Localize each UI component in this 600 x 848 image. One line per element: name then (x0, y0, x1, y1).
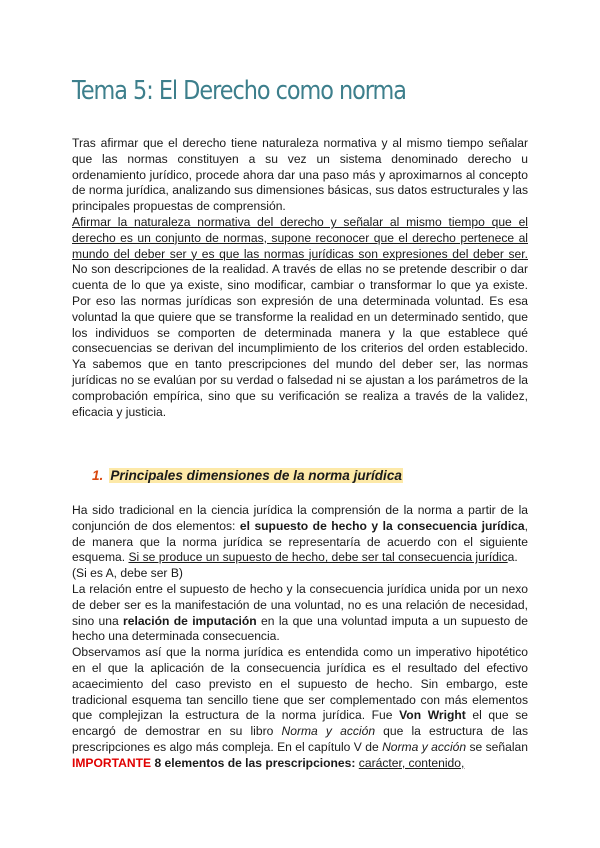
section-paragraph-3: La relación entre el supuesto de hecho y la consecuencia jurídica unida por un nexo de deber ser es la manifestación de una voluntad, no es una relación de necesidad, sino una relación de imputación en la que una voluntad imputa a un supuesto de hecho una determinada consecuencia. (72, 581, 528, 644)
section-paragraph-1: Ha sido tradicional en la ciencia jurídica la comprensión de la norma a partir de la conjunción de dos elementos: el supuesto de hecho y la consecuencia jurídica, de manera que la norma jurídica se representaría de acuerdo con el siguiente esquema. Si se produce un supuesto de hecho, debe ser tal consecuencia jurídica. (72, 503, 529, 565)
section-number: 1. (92, 468, 104, 483)
important-label: IMPORTANTE (72, 755, 152, 770)
section-paragraph-4: Observamos así que la norma jurídica es entendida como un imperativo hipotético en el que la aplicación de la consecuencia jurídica es el resultado del efectivo acaecimiento del caso previsto en el supuesto de hecho. Sin embargo, este tradicional esquema tan sencillo tiene que ser complementado con más elementos que complejizan la estructura de la norma jurídica. Fue Von Wright el que se encargó de demostrar en su libro Norma y acción que la estructura de las prescripciones es algo más compleja. En el capítulo V de Norma y acción se señalan IMPORTANTE 8 elementos de las prescripciones: carácter, contenido, (72, 645, 529, 770)
bold-eight-elements: 8 elementos de las prescripciones: (154, 755, 356, 770)
intro-paragraph-2-rest: No son descripciones de la realidad. A través de ellas no se pretende describir o dar cuenta de lo que ya existe, sino modificar, cambiar o transformar lo que ya existe. Por eso las normas jurídicas son expresión de una determinada voluntad. Es esa voluntad la que quiere que se transforme la realidad en un determinado sentido, que los individuos se comporten de determinada manera y la que establece qué consecuencias se derivan del incumplimiento de los criterios del orden establecido. Ya sabemos que en tanto prescripciones del mundo del deber ser, las normas jurídicas no se evalúan por su verdad o falsedad ni se ajustan a los parámetros de la comprobación empírica, sino que su verificación se realiza a través de la validez, eficacia y justicia. (72, 262, 528, 419)
bold-elements: el supuesto de hecho y la consecuencia jurídica (239, 518, 525, 533)
intro-section (72, 136, 528, 420)
page-title: Tema 5: El Derecho como norma (72, 76, 406, 106)
book-title-2: Norma y acción (382, 739, 467, 754)
intro-paragraph-1: Tras afirmar que el derecho tiene naturaleza normativa y al mismo tiempo señalar que las normas constituyen a su vez un sistema denominado derecho u ordenamiento jurídico, procede ahora dar una paso más y aproximarnos al concepto de norma jurídica, analizando sus dimensiones básicas, sus datos estructurales y las principales propuestas de comprensión. (72, 136, 528, 214)
section-1-heading (92, 468, 403, 483)
underlined-statement: Afirmar la naturaleza normativa del derecho y señalar al mismo tiempo que el derecho es un conjunto de normas, supone reconocer que el derecho pertenece al mundo del deber ser y es que las normas jurídicas son expresiones del deber ser. (72, 214, 528, 261)
section-1-body (72, 503, 528, 772)
bold-imputation: relación de imputación (123, 613, 257, 628)
underlined-list-start: carácter, contenido, (358, 755, 465, 770)
section-title: Principales dimensiones de la norma jurídica (110, 468, 402, 483)
intro-paragraph-2 (72, 215, 528, 420)
underlined-scheme: Si se produce un supuesto de hecho, debe ser tal consecuencia jurídic (128, 550, 508, 565)
author-name: Von Wright (399, 708, 466, 723)
section-paragraph-2: (Si es A, debe ser B) (72, 566, 183, 581)
book-title: Norma y acción (281, 724, 376, 739)
